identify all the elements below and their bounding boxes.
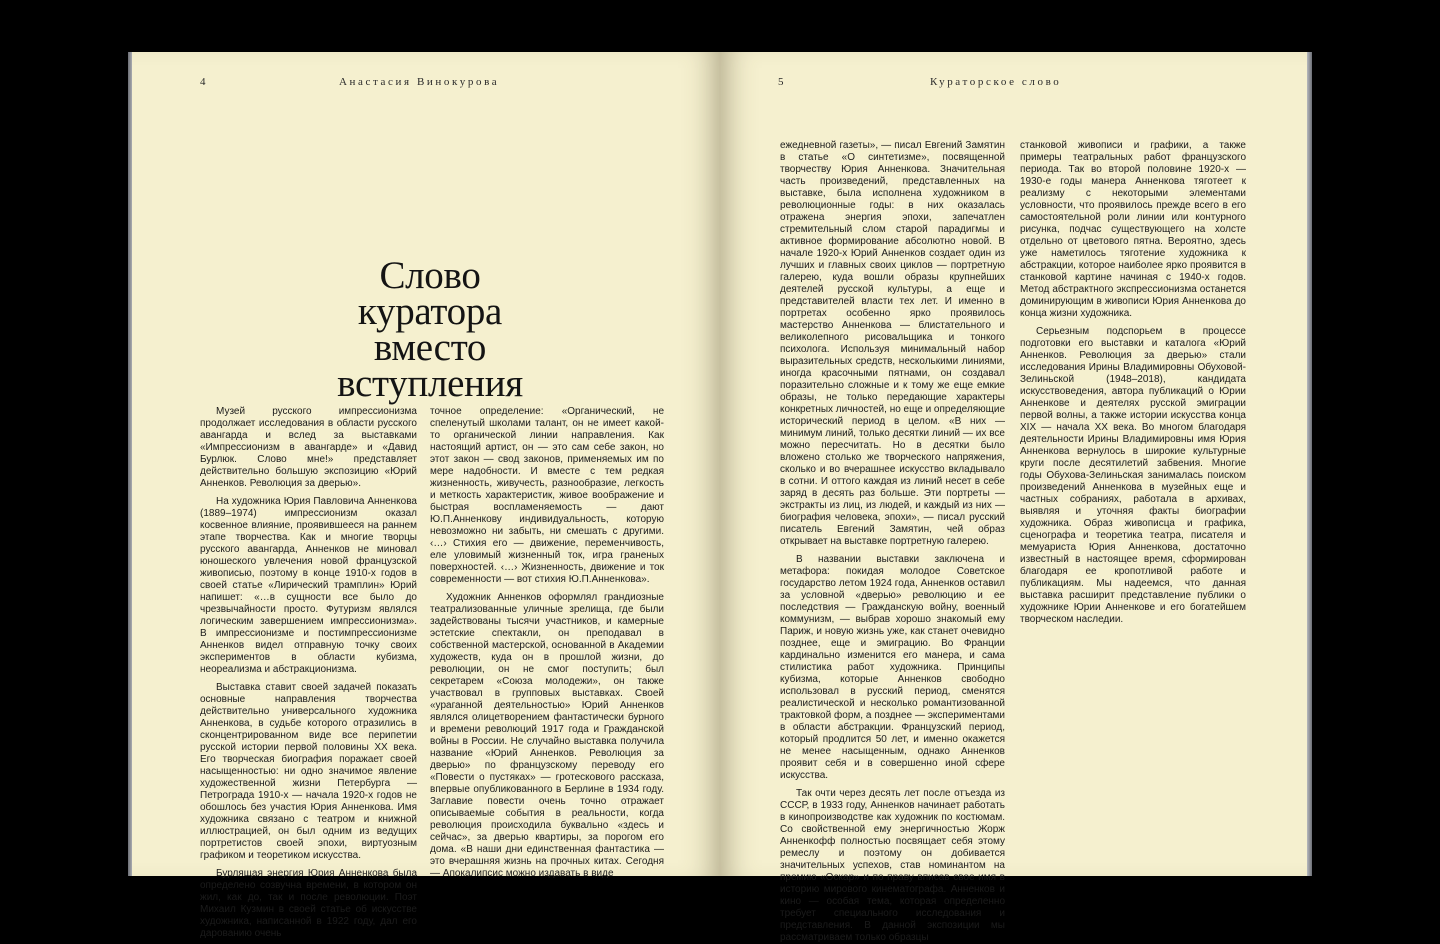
left-page: [128, 52, 720, 939]
paragraph: На художника Юрия Павловича Анненкова (1889–1974) импрессионизм оказал косвенное влияние, проявившееся на раннем этапе творчества. Как и многие творцы русского авангарда, Анненков не миновал юношеского увлечения новой французской живописью, поэтому в конце 1910-х годов в своей статье «Лирический трамплин» Юрий напишет: «…в сущности все было до чрезвычайности просто. Футуризм являлся логическим завершением импрессионизма». В импрессионизме и постимпрессионизме Анненков видел отправную точку своих экспериментов в области кубизма, неореализма и абстракционизма.: [200, 496, 417, 675]
page-number: 5: [778, 76, 784, 88]
title-line: Слово: [379, 254, 481, 297]
title-line: куратора: [357, 290, 503, 333]
paragraph: Выставка ставит своей задачей показать основные направления творчества действительно универсального художника Анненкова, в судьбе которого отразились в сконцентрированном виде все перипетии русской истории первой половины XX века. Его творческая биография поражает своей насыщенностью: ни одно значимое явление художественной жизни Петербурга — Петрограда 1910-х — начала 1920-х годов не обошлось без участия Юрия Анненкова. Имя художника связано с театром и книжной иллюстрацией, он был одним из ведущих портретистов своей эпохи, виртуозным графиком и теоретиком искусства.: [200, 682, 417, 861]
paragraph: ежедневной газеты», — писал Евгений Замятин в статье «О синтетизме», посвященной творчеству Юрия Анненкова. Значительная часть произведений, представленных на выставке, была исполнена художником в революционные годы: в них оказалась отражена энергия эпохи, запечатлен стремительный слом старой парадигмы и активное формирование абсолютно новой. В начале 1920-х Юрий Анненков создает один из лучших и главных своих циклов — портретную галерею, куда вошли образы крупнейших деятелей русской культуры, а еще и представителей власти тех лет. И именно в портретах особенно ярко проявилось мастерство Анненкова — блистательного и великолепного рисовальщика и тонкого психолога. Используя минимальный набор выразительных средств, несколькими линиями, иногда красочными пятнами, он создавал поразительно сложные и к тому же еще емкие образы, не только передающие характеры конкретных личностей, но еще и определяющие исторический период в целом. «В них — минимум линий, только десятки линий — их все можно пересчитать. Но в десятки было вложено столько же творческого напряжения, сколько и во вчерашнее искусство вкладывало в сотни. И оттого каждая из линий несет в себе заряд в десять раз больше. Эти портреты — экстракты из лиц, из людей, и каждый из них — биография человека, эпохи», — писал русский писатель Евгений Замятин, чей образ открывает на выставке портретную галерею.: [780, 140, 1006, 547]
right-page: [720, 52, 1312, 943]
paragraph: точное определение: «Органический, не спеленутый школами талант, он не имеет какой-то органической линии направления. Как настоящий артист, он — это сам себе закон, но этот закон — свод законов, применяемых им по мере надобности. И вместе с тем редкая жизненность, живучесть, разнообразие, легкость и меткость характеристик, живое воображение и быстрая воспламеняемость — дают Ю.П.Анненкову индивидуальность, которую невозможно ни забыть, ни смешать с другими. ‹…› Стихия его — движение, переменчивость, еле уловимый жизненный ток, игра граненых поверхностей. ‹…› Жизненность, движение и ток современности — вот стихия Ю.П.Анненкова».: [430, 406, 664, 585]
magazine-spread: [128, 52, 1312, 943]
right-page-edge: [1307, 52, 1312, 876]
paragraph: В названии выставки заключена и метафора: покидая молодое Советское государство летом 1924 года, Анненков оставил за условной «дверью» революцию и ее последствия — Гражданскую войну, военный коммунизм, — выбрав хорошо знакомый ему Париж, и новую жизнь уже, как станет очевидно позднее, еще и эмиграцию. Во Франции кардинально изменится его манера, и сама стилистика работ художника. Принципы кубизма, которые Анненков свободно использовал в русский период, сменятся реалистической и несколько романтизованной трактовкой форм, а позднее — экспериментами в области абстракции. Французский период, который продлится 50 лет, и именно окажется не менее насыщенным, однако Анненков проявит себя и в совершенно иной сфере искусства.: [780, 554, 1005, 781]
paragraph: Бурлящая энергия Юрия Анненкова была определено созвучна времени, в котором он жил, как до, так и после революции. Поэт Михаил Кузмин в своей статье об искусстве художника, написанной в 1922 году, дал его дарованию очень: [200, 868, 417, 939]
text-column-1: [200, 406, 417, 940]
paragraph: Музей русского импрессионизма продолжает исследования в области русского авангарда и вслед за выставками «Импрессионизм в авангарде» и «Давид Бурлюк. Слово мне!» представляет действительно большую экспозицию «Юрий Анненков. Революция за дверью».: [200, 406, 417, 489]
article-title: [298, 254, 562, 405]
text-column-1: [780, 140, 1005, 944]
running-head-author: Анастасия Винокурова: [339, 76, 500, 88]
running-head-section: Кураторское слово: [930, 76, 1062, 88]
paragraph: Серьезным подспорьем в процессе подготовки его выставки и каталога «Юрий Анненков. Революция за дверью» стали исследования Ирины Владимировны Обуховой-Зелиньской (1948–2018), кандидата искусствоведения, автора публикаций о Юрии Анненкове и деятелях русской эмиграции первой волны, а также истории искусства конца XIX — начала XX века. Во многом благодаря деятельности Ирины Владимировны имя Юрия Анненкова вернулось в широкие культурные круги после десятилетий забвения. Многие годы Обухова-Зелиньская занималась поиском произведений Анненкова в музейных еще и частных собраниях, работала в архивах, выявляя и уточняя факты биографии художника. Образ живописца и графика, сценографа и теоретика театра, писателя и мемуариста Юрия Анненкова, достаточно известный в настоящее время, сформирован благодаря ее кропотливой работе и публикациям. Мы надеемся, что данная выставка расширит представление публики о художнике Юрии Анненкове и его богатейшем творческом наследии.: [1020, 326, 1246, 625]
paragraph: Художник Анненков оформлял грандиозные театрализованные уличные зрелища, где были задействованы тысячи участников, и камерные эстетские спектакли, он преподавал в собственной мастерской, основанной в Академии художеств, куда он в прошлой жизни, до революции, он не смог поступить; был секретарем «Союза молодежи», он также участвовал в групповых выставках. Своей «ураганной деятельностью» Юрий Анненков являлся олицетворением фантастически бурного и времени революций 1917 года и Гражданской войны в России. Не случайно выставка получила название «Юрий Анненков. Революция за дверью» по французскому переводу его «Повести о пустяках» — гротескового рассказа, впервые опубликованного в Берлине в 1934 году. Заглавие повести очень точно отражает описываемые события в реальности, когда революция происходила буквально «здесь и сейчас», за дверью квартиры, за порогом его дома. «В наши дни единственная фантастика — это вчерашняя жизнь на прочных китах. Сегодня — Апокалипсис можно издавать в виде: [430, 592, 664, 879]
paragraph: станковой живописи и графики, а также примеры театральных работ французского периода. Так во второй половине 1920-х — 1930-е годы манера Анненкова тяготеет к реализму с некоторыми элементами условности, что проявилось прежде всего в его самостоятельной роли линии или контурного рисунка, подчас существующего на холсте отдельно от цветового пятна. Вероятно, здесь уже наметилось тяготение художника к абстракции, которое наиболее ярко проявится в станковой картине начиная с 1940-х годов. Метод абстрактного экспрессионизма останется доминирующим в живописи Юрия Анненкова до конца жизни художника.: [1020, 140, 1246, 319]
page-number: 4: [200, 76, 206, 88]
title-line: вступления: [337, 362, 523, 405]
paragraph: Так очти через десять лет после отъезда из СССР, в 1933 году, Анненков начинает работать в кинопроизводстве как художник по костюмам. Со свойственной ему энергичностью Жорж Анненкофф полностью посвящает себя этому ремеслу и поэтому он добивается значительных успехов, став номинантом на премию «Оскар» и по праву вписав свое имя в историю мирового кинематографа. Анненков и кино — особая тема, которая определенно требует специального исследования и представления. В данной экспозиции мы рассматриваем только образцы: [780, 788, 1005, 943]
left-page-edge: [128, 52, 132, 876]
text-column-2: [1020, 140, 1246, 626]
title-line: вместо: [373, 326, 487, 369]
text-column-2: [430, 406, 664, 880]
